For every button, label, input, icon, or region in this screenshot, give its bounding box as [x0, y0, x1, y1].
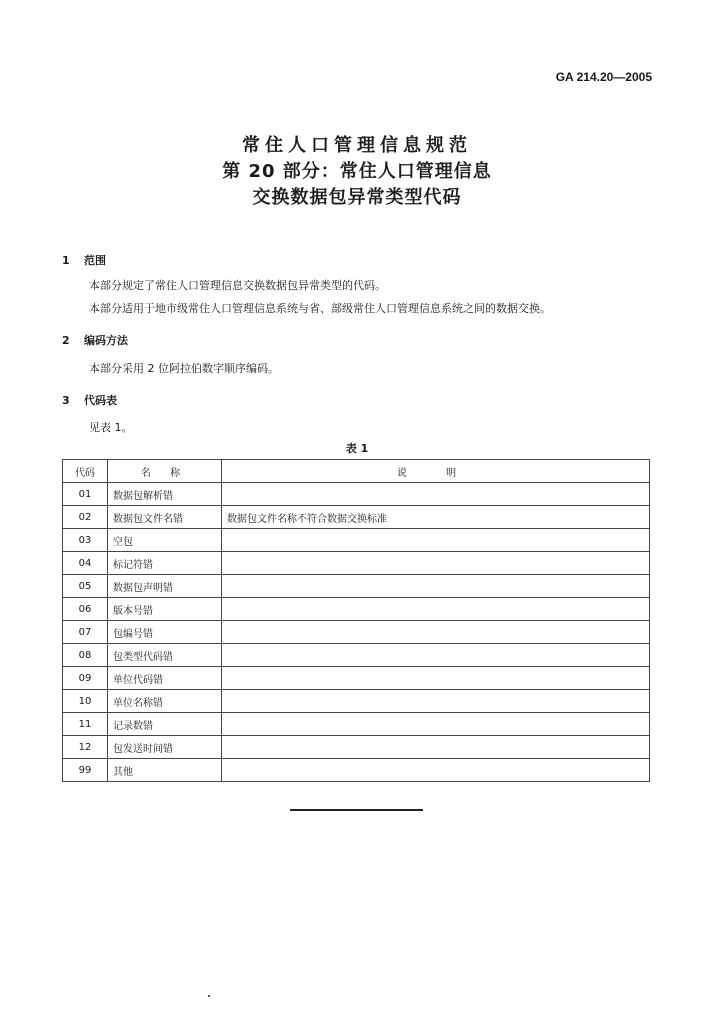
cell-description	[222, 552, 650, 575]
scope-paragraph-2: 本部分适用于地市级常住人口管理信息系统与省、部级常住人口管理信息系统之间的数据交换。	[89, 302, 551, 315]
cell-name: 数据包文件名错	[108, 506, 222, 529]
table-row	[63, 759, 650, 782]
method-paragraph: 本部分采用 2 位阿拉伯数字顺序编码。	[89, 362, 279, 375]
section-heading-method	[62, 332, 128, 348]
header-description: 说 明	[222, 460, 650, 483]
cell-name: 标记符错	[108, 552, 222, 575]
header-name: 名 称	[108, 460, 222, 483]
cell-name: 记录数错	[108, 713, 222, 736]
cell-description	[222, 667, 650, 690]
cell-code: 02	[63, 506, 108, 529]
cell-name: 单位名称错	[108, 690, 222, 713]
cell-description	[222, 529, 650, 552]
section-number: 3	[62, 394, 70, 407]
cell-description	[222, 598, 650, 621]
table-row	[63, 621, 650, 644]
cell-description	[222, 575, 650, 598]
code-table	[62, 459, 650, 782]
table-row	[63, 667, 650, 690]
cell-code: 08	[63, 644, 108, 667]
title-line-3: 交换数据包异常类型代码	[252, 187, 462, 208]
cell-code: 09	[63, 667, 108, 690]
cell-code: 11	[63, 713, 108, 736]
cell-description	[222, 759, 650, 782]
cell-code: 99	[63, 759, 108, 782]
see-table-paragraph: 见表 1。	[89, 421, 133, 434]
table-header-row	[63, 460, 650, 483]
cell-name: 包类型代码错	[108, 644, 222, 667]
table-caption: 表 1	[345, 442, 369, 455]
header-code: 代码	[63, 460, 108, 483]
document-title	[0, 133, 714, 211]
cell-code: 06	[63, 598, 108, 621]
cell-description	[222, 736, 650, 759]
table-row	[63, 506, 650, 529]
title-line-1: 常住人口管理信息规范	[242, 135, 472, 156]
cell-name: 空包	[108, 529, 222, 552]
cell-code: 07	[63, 621, 108, 644]
cell-name: 其他	[108, 759, 222, 782]
cell-code: 01	[63, 483, 108, 506]
cell-name: 数据包解析错	[108, 483, 222, 506]
cell-description	[222, 644, 650, 667]
section-heading-scope	[62, 252, 106, 268]
end-rule	[290, 809, 423, 811]
table-row	[63, 690, 650, 713]
section-number: 2	[62, 334, 70, 347]
section-heading-code-table	[62, 392, 117, 408]
cell-code: 05	[63, 575, 108, 598]
cell-description	[222, 690, 650, 713]
section-title: 编码方法	[84, 334, 128, 347]
cell-name: 包编号错	[108, 621, 222, 644]
cell-code: 10	[63, 690, 108, 713]
table-row	[63, 713, 650, 736]
cell-code: 04	[63, 552, 108, 575]
cell-name: 单位代码错	[108, 667, 222, 690]
scan-speck	[208, 995, 210, 997]
cell-name: 数据包声明错	[108, 575, 222, 598]
cell-code: 03	[63, 529, 108, 552]
standard-code: GA 214.20—2005	[555, 70, 652, 84]
scope-paragraph-1: 本部分规定了常住人口管理信息交换数据包异常类型的代码。	[89, 279, 386, 292]
cell-code: 12	[63, 736, 108, 759]
cell-name: 包发送时间错	[108, 736, 222, 759]
table-row	[63, 644, 650, 667]
table-body	[63, 483, 650, 782]
table-row	[63, 529, 650, 552]
cell-description: 数据包文件名称不符合数据交换标准	[222, 506, 650, 529]
title-line-2: 第 20 部分：常住人口管理信息	[222, 161, 492, 182]
cell-name: 版本号错	[108, 598, 222, 621]
section-title: 范围	[84, 254, 106, 267]
table-row	[63, 552, 650, 575]
table-row	[63, 598, 650, 621]
cell-description	[222, 483, 650, 506]
table-row	[63, 575, 650, 598]
table-row	[63, 483, 650, 506]
section-title: 代码表	[84, 394, 117, 407]
section-number: 1	[62, 254, 70, 267]
cell-description	[222, 621, 650, 644]
cell-description	[222, 713, 650, 736]
table-row	[63, 736, 650, 759]
